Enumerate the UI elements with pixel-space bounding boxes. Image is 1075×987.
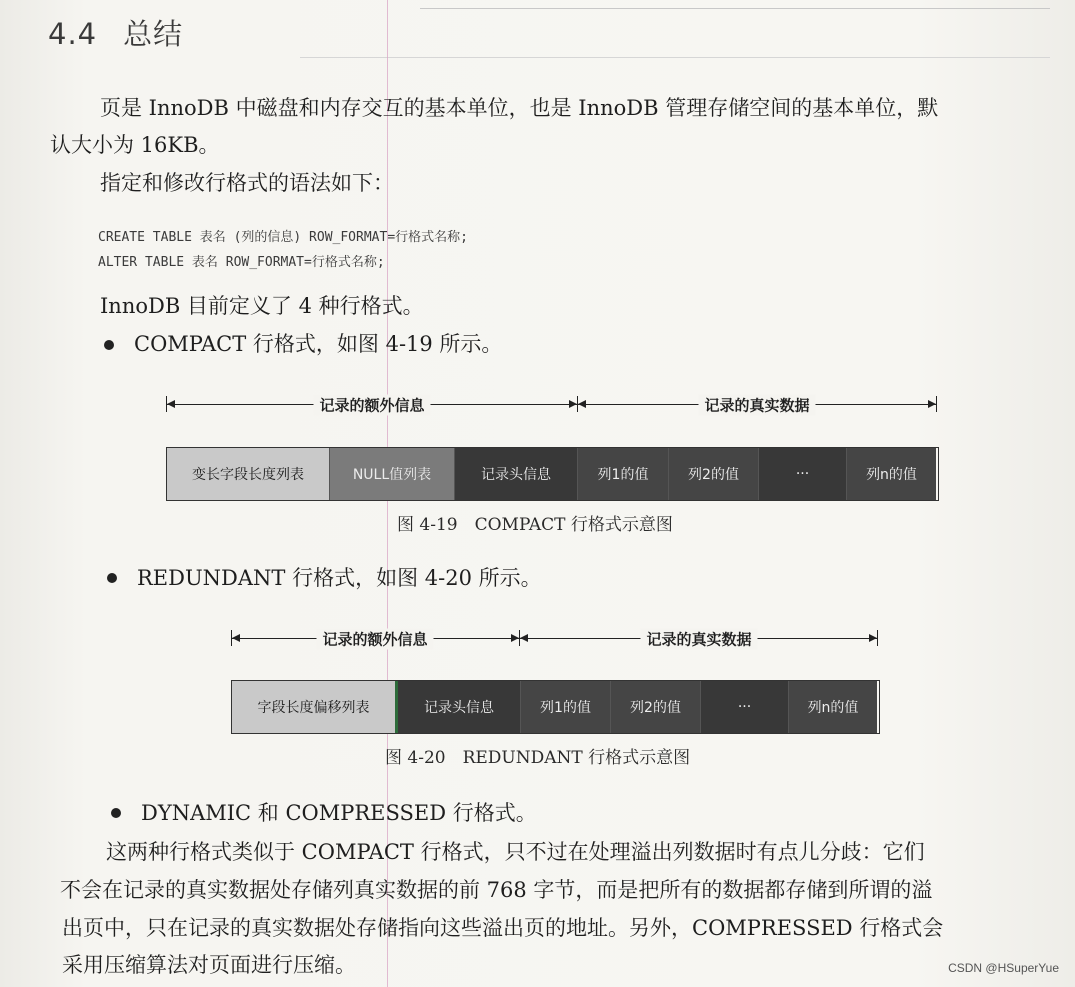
bullet-dot <box>107 573 117 583</box>
cell-column-1: 列1的值 <box>521 681 611 733</box>
final-paragraph-line-3: 出页中，只在记录的真实数据处存储指向这些溢出页的地址。另外，COMPRESSED 行格式会 <box>62 916 944 940</box>
extra-info-label: 记录的额外信息 <box>313 395 430 416</box>
paragraph-3: InnoDB 目前定义了 4 种行格式。 <box>100 294 424 318</box>
bullet-dynamic: DYNAMIC 和 COMPRESSED 行格式。 <box>141 801 537 825</box>
cell-column-2: 列2的值 <box>669 448 759 500</box>
tick <box>936 396 937 412</box>
top-rule <box>420 8 1050 9</box>
bullet-compact: COMPACT 行格式，如图 4-19 所示。 <box>134 332 503 356</box>
section-number: 4.4 <box>48 17 98 51</box>
arrow-left-icon <box>232 634 240 642</box>
code-line-2: ALTER TABLE 表名 ROW_FORMAT=行格式名称; <box>98 255 385 270</box>
paragraph-1-line-1: 页是 InnoDB 中磁盘和内存交互的基本单位，也是 InnoDB 管理存储空间的基本单位，默 <box>100 96 939 120</box>
figure-4-19-caption: 图 4-19 COMPACT 行格式示意图 <box>397 515 673 535</box>
extra-info-label: 记录的额外信息 <box>316 629 433 650</box>
watermark: CSDN @HSuperYue <box>948 961 1059 975</box>
arrow-right-icon <box>511 634 519 642</box>
compact-row-cells <box>166 447 939 501</box>
bullet-redundant: REDUNDANT 行格式，如图 4-20 所示。 <box>137 566 542 590</box>
bullet-dot <box>111 808 121 818</box>
redundant-row-cells <box>231 680 880 734</box>
cell-field-offset-list: 字段长度偏移列表 <box>232 681 398 733</box>
cell-record-header: 记录头信息 <box>398 681 521 733</box>
cell-variable-length-list: 变长字段长度列表 <box>167 448 330 500</box>
cell-record-header: 记录头信息 <box>455 448 578 500</box>
tick <box>877 630 878 646</box>
arrow-left-icon <box>578 400 586 408</box>
arrow-right-icon <box>869 634 877 642</box>
section-heading <box>48 12 183 53</box>
final-paragraph-line-4: 采用压缩算法对页面进行压缩。 <box>62 953 356 977</box>
cell-column-2: 列2的值 <box>611 681 701 733</box>
real-data-label: 记录的真实数据 <box>640 629 757 650</box>
figure-4-20-caption: 图 4-20 REDUNDANT 行格式示意图 <box>385 748 691 768</box>
real-data-label: 记录的真实数据 <box>698 395 815 416</box>
cell-null-list: NULL值列表 <box>330 448 455 500</box>
code-line-1: CREATE TABLE 表名 (列的信息) ROW_FORMAT=行格式名称; <box>98 230 468 245</box>
final-paragraph-line-2: 不会在记录的真实数据处存储列真实数据的前 768 字节，而是把所有的数据都存储到所谓的溢 <box>60 878 933 902</box>
cell-ellipsis: ··· <box>701 681 789 733</box>
cell-column-n: 列n的值 <box>847 448 936 500</box>
cell-column-1: 列1的值 <box>578 448 669 500</box>
paragraph-2: 指定和修改行格式的语法如下： <box>100 171 394 195</box>
arrow-right-icon <box>928 400 936 408</box>
section-title: 总结 <box>123 17 184 51</box>
cell-ellipsis: ··· <box>759 448 847 500</box>
arrow-left-icon <box>167 400 175 408</box>
final-paragraph-line-1: 这两种行格式类似于 COMPACT 行格式，只不过在处理溢出列数据时有点儿分歧：它们 <box>106 840 925 864</box>
cell-column-n: 列n的值 <box>789 681 877 733</box>
arrow-right-icon <box>569 400 577 408</box>
arrow-left-icon <box>520 634 528 642</box>
header-rule <box>300 57 1050 58</box>
paragraph-1-line-2: 认大小为 16KB。 <box>50 133 220 157</box>
bullet-dot <box>104 340 114 350</box>
